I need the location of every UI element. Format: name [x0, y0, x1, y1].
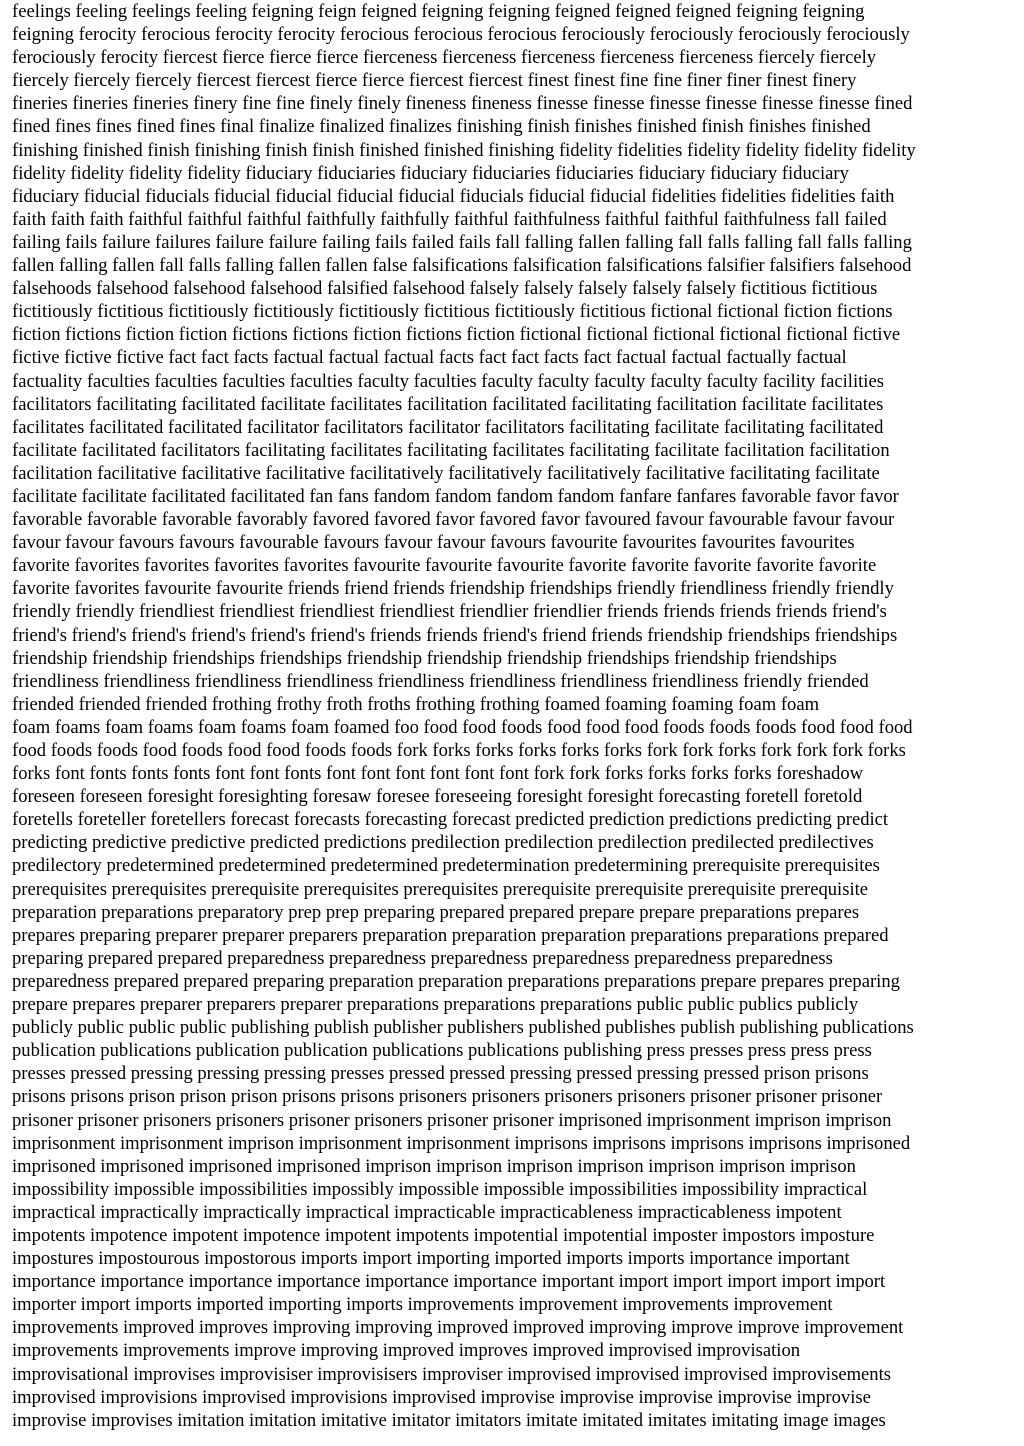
text-line: fidelity fidelity fidelity fidelity fiduciary fiduciaries fiduciary fiduciaries fiduciaries fiduciary fiduciary fiduciary: [12, 162, 849, 184]
text-line: improvements improvements improve improving improved improves improved improvised improvisation: [12, 1340, 801, 1362]
text-line: prisons prisons prison prison prison prisons prisons prisoners prisoners prisoners prisoners prisoner prisoner prisoner: [12, 1086, 883, 1108]
text-line: improvise improvises imitation imitation imitative imitator imitators imitate imitated imitates imitating image images: [12, 1409, 886, 1431]
text-line: predilectory predetermined predetermined predetermined predetermination predetermining prerequisite prerequisites: [12, 855, 880, 877]
text-line: preparing prepared prepared preparedness preparedness preparedness preparedness preparedness preparedness: [12, 947, 833, 969]
text-line: ferociously ferocity fiercest fierce fierce fierce fierceness fierceness fierceness fierceness fierceness fiercely fiercely: [12, 47, 877, 69]
text-line: falsehoods falsehood falsehood falsehood falsified falsehood falsely falsely falsely falsely falsely fictitious fictitious: [12, 278, 878, 300]
text-line: facilitators facilitating facilitated facilitate facilitates facilitation facilitated facilitating facilitation facilitate facilitates: [12, 393, 884, 415]
text-line: faith faith faith faithful faithful faithful faithfully faithfully faithful faithfulness faithful faithful faithfulness fall failed: [12, 208, 887, 230]
text-line: foretells foreteller foretellers forecast forecasts forecasting forecast predicted prediction predictions predicting predict: [12, 809, 889, 831]
text-line: facilitate facilitated facilitators facilitating facilitates facilitating facilitates facilitating facilitate facilitation facilitation: [12, 439, 890, 461]
text-line: foam foams foam foams foam foams foam foamed foo food food foods food food food foods foods foods food food food: [12, 716, 913, 738]
text-line: finishing finished finish finishing finish finish finished finished finishing fidelity fidelities fidelity fidelity fidelity fidelity: [12, 139, 916, 161]
text-line: fiction fictions fiction fiction fictions fictions fiction fictions fiction fictional fictional fictional fictional fictional fictive: [12, 324, 901, 346]
text-line: friendly friendly friendliest friendliest friendliest friendliest friendlier friendlier friends friends friends friends friend's: [12, 601, 887, 623]
text-line: facilitates facilitated facilitated facilitator facilitators facilitator facilitators facilitating facilitate facilitating facilitated: [12, 416, 884, 438]
text-line: friended friended friended frothing frothy froth froths frothing frothing foamed foaming foaming foam foam: [12, 693, 820, 715]
text-line: friend's friend's friend's friend's friend's friend's friends friends friend's friend friends friendship friendships friendships: [12, 624, 898, 646]
text-line: prisoner prisoner prisoners prisoners prisoner prisoners prisoner prisoner imprisoned imprisonment imprison imprison: [12, 1109, 892, 1131]
text-line: preparation preparations preparatory prep prep preparing prepared prepared prepare prepare preparations prepares: [12, 901, 860, 923]
text-line: prepare prepares preparer preparers preparer preparations preparations preparations public public publics publicly: [12, 994, 859, 1016]
text-line: failing fails failure failures failure failure failing fails failed fails fall falling fallen falling fall falls falling fall falls falling: [12, 231, 912, 253]
text-line: importer import imports imported importing imports improvements improvement improvements improvement: [12, 1294, 833, 1316]
text-line: friendship friendship friendships friendships friendship friendship friendship friendships friendship friendships: [12, 647, 837, 669]
text-line: presses pressed pressing pressing pressing presses pressed pressed pressing pressed pressing pressed prison prisons: [12, 1063, 869, 1085]
text-line: favorable favorable favorable favorably favored favored favor favored favor favoured favour favourable favour favour: [12, 509, 895, 531]
text-line: preparedness prepared prepared preparing preparation preparation preparations preparations prepare prepares preparing: [12, 970, 900, 992]
text-line: fiercely fiercely fiercely fiercest fiercest fierce fierce fiercest fiercest finest finest fine fine finer finer finest finery: [12, 70, 857, 92]
document-page: [12, 0, 1020, 1446]
text-line: fiduciary fiducial fiducials fiducial fiducial fiducial fiducial fiducials fiducial fiducial fidelities fidelities fidelities faith: [12, 185, 895, 207]
text-line: publicly public public public publishing publish publisher publishers published publishes publish publishing publications: [12, 1017, 914, 1039]
text-line: fineries fineries fineries finery fine fine finely finely fineness fineness finesse finesse finesse finesse finesse finesse fined: [12, 93, 913, 115]
text-line: facilitate facilitate facilitated facilitated fan fans fandom fandom fandom fandom fanfare fanfares favorable favor favor: [12, 485, 899, 507]
text-line: forks font fonts fonts fonts font font fonts font font font font font font fork fork forks forks forks forks foreshadow: [12, 763, 864, 785]
text-line: impostures impostourous impostorous imports import importing imported imports imports importance important: [12, 1248, 850, 1270]
text-line: prerequisites prerequisites prerequisite prerequisites prerequisites prerequisite prerequisite prerequisite prerequisite: [12, 878, 869, 900]
text-line: fined fines fines fined fines final finalize finalized finalizes finishing finish finishes finished finish finishes finished: [12, 116, 871, 138]
text-line: factuality faculties faculties faculties faculties faculty faculties faculty faculty faculty faculty faculty facility facilities: [12, 370, 884, 392]
text-line: fallen falling fallen fall falls falling fallen fallen false falsifications falsification falsifications falsifier falsifiers falsehood: [12, 255, 912, 277]
document-text-body: [12, 0, 1020, 1432]
text-line: impractical impractically impractically impractical impracticable impracticableness impracticableness impotent: [12, 1201, 842, 1223]
text-line: importance importance importance importance importance importance important import import import import import: [12, 1271, 886, 1293]
text-line: favour favour favours favours favourable favours favour favour favours favourite favourites favourites favourites: [12, 532, 855, 554]
text-line: impotents impotence impotent impotence impotent impotents impotential impotential imposter impostors imposture: [12, 1224, 875, 1246]
text-line: improvised improvisions improvised improvisions improvised improvise improvise improvise improvise improvise: [12, 1386, 871, 1408]
text-line: favorite favorites favourite favourite friends friend friends friendship friendships friendly friendliness friendly friendly: [12, 578, 894, 600]
text-line: imprisonment imprisonment imprison imprisonment imprisonment imprisons imprisons imprisons imprisons imprisoned: [12, 1132, 911, 1154]
text-line: prepares preparing preparer preparer preparers preparation preparation preparation preparations preparations prepared: [12, 924, 889, 946]
text-line: feelings feeling feelings feeling feigning feign feigned feigning feigning feigned feigned feigned feigning feigning: [12, 1, 865, 22]
text-line: facilitation facilitative facilitative facilitative facilitatively facilitatively facilitatively facilitative facilitating facilitate: [12, 462, 880, 484]
text-line: publication publications publication publication publications publications publishing press presses press press press: [12, 1040, 872, 1062]
text-line: food foods foods food foods food food foods foods fork forks forks forks forks forks fork fork forks fork fork fork forks: [12, 740, 906, 761]
text-line: fictive fictive fictive fact fact facts factual factual factual facts fact fact facts fact factual factual factually factual: [12, 347, 847, 369]
text-line: imprisoned imprisoned imprisoned imprisoned imprison imprison imprison imprison imprison imprison imprison: [12, 1155, 856, 1177]
text-line: fictitiously fictitious fictitiously fictitiously fictitiously fictitious fictitiously fictitious fictional fictional fiction fictions: [12, 301, 893, 323]
text-line: improvements improved improves improving improving improved improved improving improve improve improvement: [12, 1317, 904, 1339]
text-line: predicting predictive predictive predicted predictions predilection predilection predilection predilected predilectives: [12, 832, 874, 854]
text-line: impossibility impossible impossibilities impossibly impossible impossible impossibilities impossibility impractical: [12, 1178, 868, 1200]
text-line: feigning ferocity ferocious ferocity ferocity ferocious ferocious ferocious ferociously ferociously ferociously ferociously: [12, 24, 910, 46]
text-line: friendliness friendliness friendliness friendliness friendliness friendliness friendliness friendliness friendly friended: [12, 670, 869, 692]
text-line: improvisational improvises improvisiser improvisisers improviser improvised improvised improvised improvisements: [12, 1363, 891, 1385]
text-line: favorite favorites favorites favorites favorites favourite favourite favourite favorite favorite favorite favorite favorite: [12, 555, 877, 577]
text-line: foreseen foreseen foresight foresighting foresaw foresee foreseeing foresight foresight forecasting foretell foretold: [12, 786, 863, 808]
